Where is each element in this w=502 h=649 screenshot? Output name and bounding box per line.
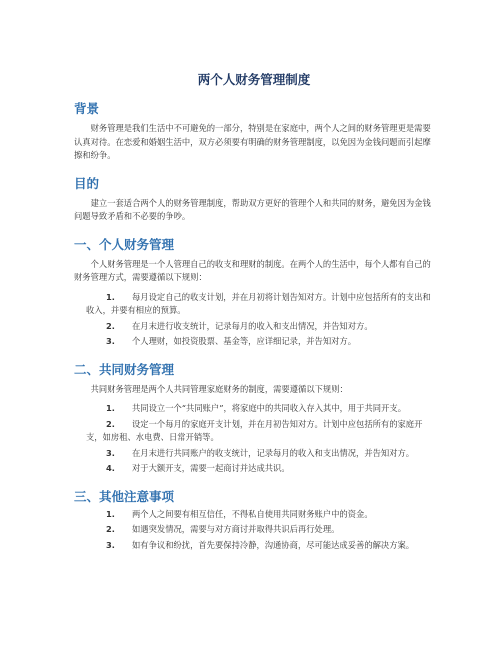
document-title: 两个人财务管理制度: [197, 72, 311, 87]
list-text: 共同设立一个“共同账户”，将家庭中的共同收入存入其中，用于共同开支。: [132, 403, 406, 413]
list-number: 1.: [106, 291, 115, 302]
list-number: 3.: [106, 539, 115, 550]
list-text: 在月末进行共同账户的收支统计，记录每月的收入和支出情况，并告知对方。: [132, 447, 415, 458]
list-item: [74, 539, 434, 553]
notes-list: [74, 508, 434, 553]
heading-background: 背景: [74, 101, 100, 116]
list-number: 2.: [106, 418, 115, 429]
list-item: [74, 508, 434, 522]
list-number: 1.: [106, 403, 115, 413]
document-page: [74, 72, 434, 564]
list-item: [74, 462, 434, 476]
heading-personal-finance: 一、个人财务管理: [74, 236, 175, 252]
list-number: 3.: [106, 336, 115, 346]
section-personal-finance: [74, 236, 434, 349]
personal-rules-list: [74, 291, 434, 349]
list-number: 4.: [106, 463, 115, 473]
heading-other-notes: 三、其他注意事项: [74, 488, 175, 504]
heading-joint-finance: 二、共同财务管理: [74, 361, 175, 377]
list-text: 如遇突发情况，需要与对方商讨并取得共识后再行处理。: [132, 524, 340, 534]
section-background: [74, 100, 434, 163]
personal-intro: 个人财务管理是一个人管理自己的收支和理财的制度。在两个人的生活中，每个人都有自己的财务管理方式，需要遵循以下规则：: [74, 258, 431, 282]
list-item: [74, 523, 434, 537]
heading-purpose: 目的: [74, 175, 100, 191]
list-number: 2.: [106, 524, 115, 534]
section-other-notes: [74, 488, 434, 553]
section-joint-finance: [74, 361, 434, 476]
list-item: [74, 402, 434, 416]
joint-rules-list: [74, 402, 434, 476]
list-item: [74, 320, 434, 334]
list-text: 每月设定自己的收支计划，并在月初将计划告知对方。计划中应包括所有的支出和收入，并要有相应的预算。: [86, 291, 431, 315]
purpose-text: 建立一套适合两个人的财务管理制度，帮助双方更好的管理个人和共同的财务，避免因为金钱问题导致矛盾和不必要的争吵。: [74, 197, 431, 221]
list-text: 对于大额开支，需要一起商讨并达成共识。: [132, 463, 290, 473]
list-item: [74, 447, 434, 461]
list-number: 3.: [106, 447, 115, 458]
list-item: [74, 291, 434, 318]
joint-intro: 共同财务管理是两个人共同管理家庭财务的制度，需要遵循以下规则：: [90, 383, 348, 394]
list-number: 1.: [106, 508, 115, 519]
list-text: 两个人之间要有相互信任，不得私自使用共同财务账户中的资金。: [132, 508, 373, 519]
list-text: 如有争议和纷扰，首先要保持冷静，沟通协商，尽可能达成妥善的解决方案。: [132, 539, 415, 550]
list-number: 2.: [106, 320, 115, 331]
list-text: 个人理财，如投资股票、基金等，应详细记录，并告知对方。: [132, 336, 357, 346]
list-text: 在月末进行收支统计，记录每月的收入和支出情况，并告知对方。: [132, 320, 373, 331]
list-item: [74, 335, 434, 349]
background-text: 财务管理是我们生活中不可避免的一部分，特别是在家庭中，两个人之间的财务管理更是需要认真对待。在恋爱和婚姻生活中，双方必须要有明确的财务管理制度，以免因为金钱问题而引起摩擦和纷争。: [74, 123, 431, 160]
list-text: 设定一个每月的家庭开支计划，并在月初告知对方。计划中应包括所有的家庭开支，如房租、水电费、日常开销等。: [86, 418, 423, 442]
section-purpose: [74, 175, 434, 224]
list-item: [74, 418, 434, 445]
